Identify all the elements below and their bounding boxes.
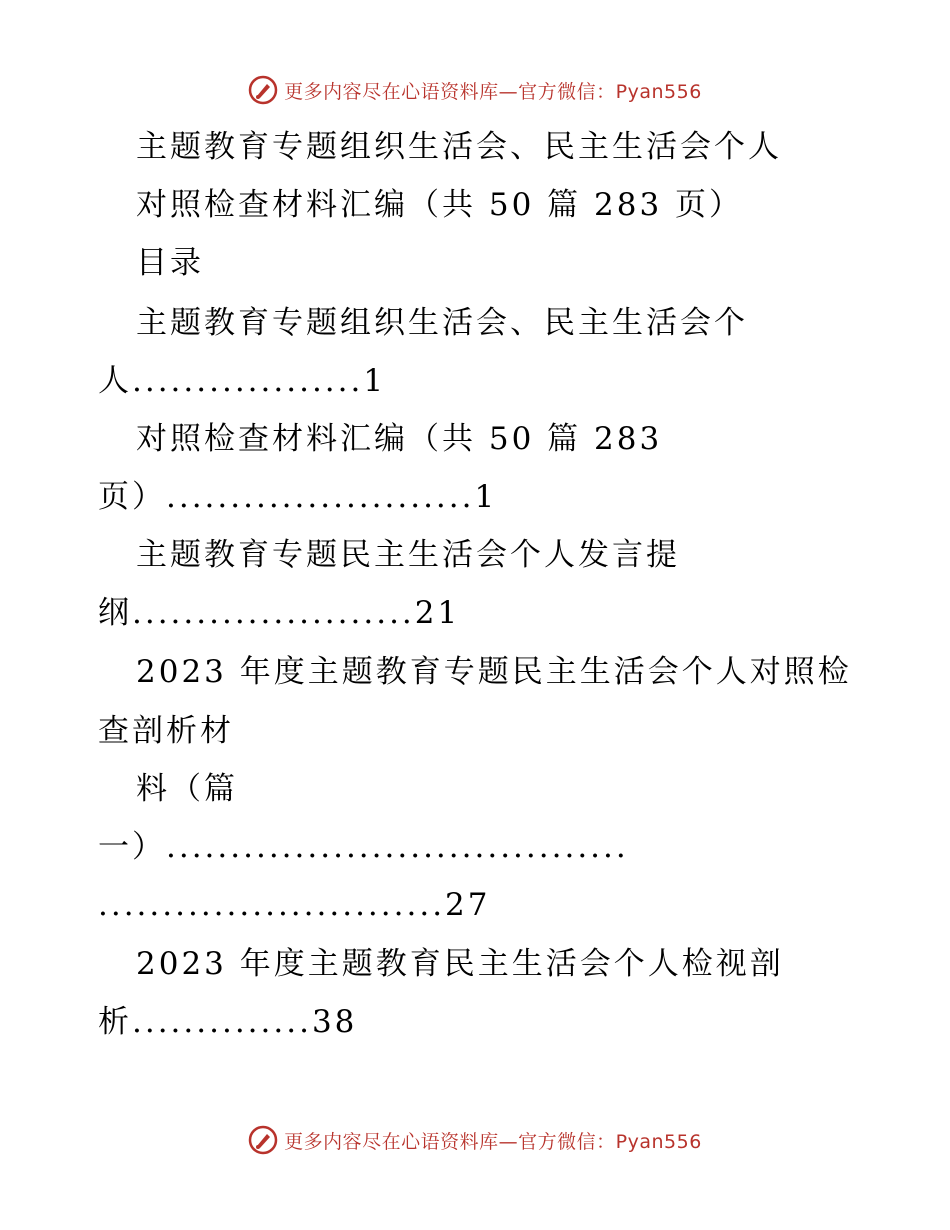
- toc-entry-line: 一）....................................: [98, 829, 629, 865]
- toc-entry-line: 人..................1: [98, 363, 387, 399]
- toc-entry-line: 主题教育专题民主生活会个人发言提: [136, 537, 680, 573]
- toc-heading: 目录: [136, 245, 204, 281]
- document-title-line-1: 主题教育专题组织生活会、民主生活会个人: [136, 129, 782, 165]
- toc-entry-line: 纲......................21: [98, 595, 461, 631]
- toc-entry-line: 页）........................1: [98, 479, 498, 515]
- toc-entry-line: ...........................27: [98, 887, 491, 923]
- pen-seal-icon: [248, 75, 278, 105]
- header-watermark-banner: [0, 70, 950, 110]
- toc-entry-line: 对照检查材料汇编（共 50 篇 283: [136, 421, 663, 457]
- toc-entry-line: 查剖析材: [98, 713, 234, 749]
- toc-entry-line: 析..............38: [98, 1004, 358, 1040]
- toc-entry-line: 料（篇: [136, 771, 238, 807]
- document-title-line-2: 对照检查材料汇编（共 50 篇 283 页）: [136, 187, 744, 223]
- footer-watermark-banner: [0, 1120, 950, 1160]
- toc-entry-line: 2023 年度主题教育专题民主生活会个人对照检: [136, 654, 852, 690]
- watermark-text: 更多内容尽在心语资料库—官方微信：Pyan556: [284, 1130, 702, 1153]
- watermark-text: 更多内容尽在心语资料库—官方微信：Pyan556: [284, 80, 702, 103]
- pen-seal-icon: [248, 1125, 278, 1155]
- toc-entry-line: 主题教育专题组织生活会、民主生活会个: [136, 305, 748, 341]
- toc-entry-line: 2023 年度主题教育民主生活会个人检视剖: [136, 946, 784, 982]
